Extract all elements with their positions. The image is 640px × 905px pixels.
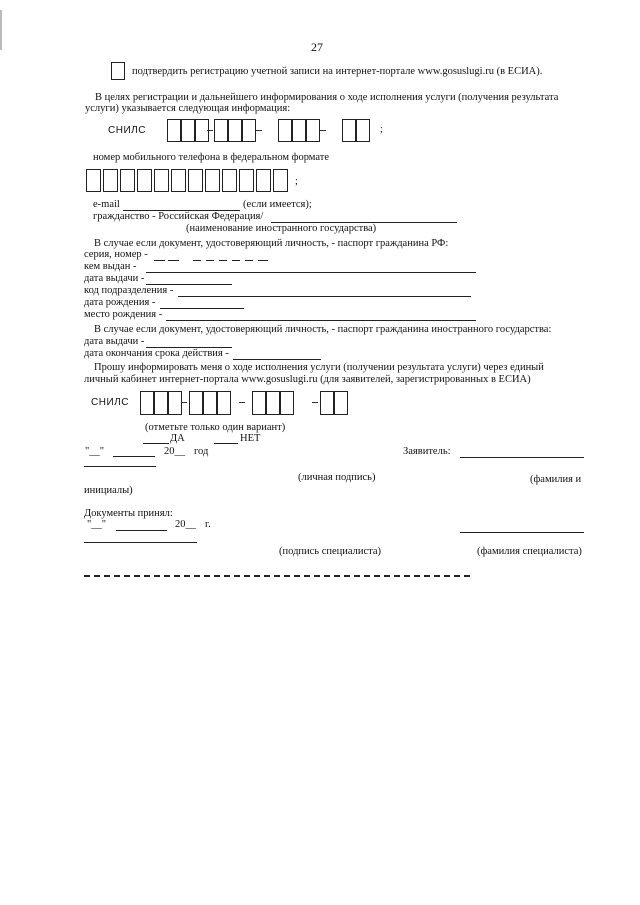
birth-date-field[interactable] [160,308,244,309]
snils-digit-box[interactable] [181,119,195,142]
snils-digit-box[interactable] [217,391,231,415]
unit-code-field[interactable] [178,296,471,297]
snils-label-2: СНИЛС [91,397,129,408]
date-day-quotes: "__" [85,446,105,457]
snils-digit-box[interactable] [292,119,306,142]
cut-line [84,575,470,577]
unit-code-label: код подразделения - [84,285,174,296]
signature-caption: (личная подпись) [298,472,376,483]
issue-date-label: дата выдачи - [84,273,145,284]
year-prefix: 20__ [164,446,185,457]
series-blank[interactable] [154,260,165,261]
number-blank[interactable] [193,260,201,261]
accepted-year-word: г. [205,519,211,530]
series-number-label: серия, номер - [84,249,148,260]
foreign-passport-heading: В случае если документ, удостоверяющий личность, - паспорт гражданина иностранного государства: [94,324,552,335]
accepted-month-field[interactable] [116,530,167,531]
email-note: (если имеется); [243,199,312,210]
snils-digit-box[interactable] [278,119,292,142]
phone-digit-box[interactable] [154,169,169,192]
request-line2: личный кабинет интернет-портала www.gosuslugi.ru (для заявителей, зарегистрированных в ЕСИА) [84,374,531,385]
specialist-name-field[interactable] [460,532,584,533]
number-blank[interactable] [219,260,227,261]
snils-separator [207,130,213,131]
date-month-field[interactable] [113,456,155,457]
phone-digit-box[interactable] [239,169,254,192]
snils-digit-box[interactable] [252,391,266,415]
confirm-checkbox[interactable] [111,62,125,80]
no-option-label: НЕТ [240,433,261,444]
snils-digit-box[interactable] [280,391,294,415]
snils-digit-box[interactable] [140,391,154,415]
phone-digit-box[interactable] [137,169,152,192]
snils-separator [181,402,187,403]
snils-digit-box[interactable] [320,391,334,415]
phone-digit-box[interactable] [188,169,203,192]
snils-digit-box[interactable] [203,391,217,415]
snils-digit-box[interactable] [334,391,348,415]
phone-digit-box[interactable] [171,169,186,192]
scan-edge-mark [0,10,2,50]
birth-date-label: дата рождения - [84,297,156,308]
yes-option-blank[interactable] [143,443,169,444]
citizenship-label: гражданство - Российская Федерация/ [93,211,264,222]
rf-passport-heading: В случае если документ, удостоверяющий личность, - паспорт гражданина РФ: [94,238,449,249]
snils-separator [256,130,262,131]
specialist-signature-line[interactable] [84,542,197,543]
applicant-label: Заявитель: [403,446,451,457]
phone-digit-box[interactable] [273,169,288,192]
series-blank[interactable] [168,260,179,261]
snils-digit-box[interactable] [167,119,181,142]
phone-suffix: ; [295,176,298,187]
snils-digit-box[interactable] [189,391,203,415]
phone-digit-box[interactable] [103,169,118,192]
applicant-name-field[interactable] [460,457,584,458]
confirm-registration-text: подтвердить регистрацию учетной записи на интернет-портале www.gosuslugi.ru (в ЕСИА). [132,66,543,77]
snils-digit-box[interactable] [168,391,182,415]
snils-digit-box[interactable] [266,391,280,415]
snils-digit-box[interactable] [356,119,370,142]
snils-digit-box[interactable] [214,119,228,142]
birth-place-field[interactable] [166,320,476,321]
docs-accepted-label: Документы принял: [84,508,173,519]
yes-option-label: ДА [170,433,185,444]
applicant-signature-line[interactable] [84,466,156,467]
registration-intro-line1: В целях регистрации и дальнейшего информирования о ходе исполнения услуги (получения результата [95,92,559,103]
snils-separator [320,130,326,131]
year-word: год [194,446,209,457]
number-blank[interactable] [258,260,268,261]
phone-digit-box[interactable] [222,169,237,192]
snils-digit-box[interactable] [242,119,256,142]
snils-suffix: ; [380,124,383,135]
phone-digit-box[interactable] [256,169,271,192]
number-blank[interactable] [206,260,214,261]
issued-by-label: кем выдан - [84,261,137,272]
snils-digit-box[interactable] [306,119,320,142]
registration-intro-line2: услуги) указывается следующая информация: [85,103,291,114]
page-number: 27 [311,40,323,54]
specialist-sign-caption: (подпись специалиста) [279,546,382,557]
snils-separator [239,402,245,403]
one-option-note: (отметьте только один вариант) [145,422,286,433]
issue-date-2-label: дата выдачи - [84,336,145,347]
snils-digit-box[interactable] [228,119,242,142]
name-caption-2: инициалы) [84,485,133,496]
snils-digit-box[interactable] [154,391,168,415]
no-option-blank[interactable] [214,443,238,444]
issued-by-field[interactable] [146,272,476,273]
snils-digit-box[interactable] [342,119,356,142]
accepted-date-quotes: "__" [87,519,107,530]
name-caption-1: (фамилия и [530,474,582,485]
snils-label: СНИЛС [108,125,146,136]
phone-digit-box[interactable] [120,169,135,192]
email-label: e-mail [93,199,120,210]
expiry-date-field[interactable] [233,359,321,360]
phone-digit-box[interactable] [205,169,220,192]
request-line1: Прошу информировать меня о ходе исполнения услуги (получении результата услуги) через единый [94,362,544,373]
snils-separator [312,402,318,403]
expiry-date-label: дата окончания срока действия - [84,348,229,359]
accepted-year-prefix: 20__ [175,519,196,530]
number-blank[interactable] [232,260,240,261]
birth-place-label: место рождения - [84,309,163,320]
number-blank[interactable] [245,260,253,261]
phone-label: номер мобильного телефона в федеральном формате [93,152,329,163]
specialist-name-caption: (фамилия специалиста) [477,546,582,557]
foreign-state-caption: (наименование иностранного государства) [186,223,377,234]
phone-digit-box[interactable] [86,169,101,192]
